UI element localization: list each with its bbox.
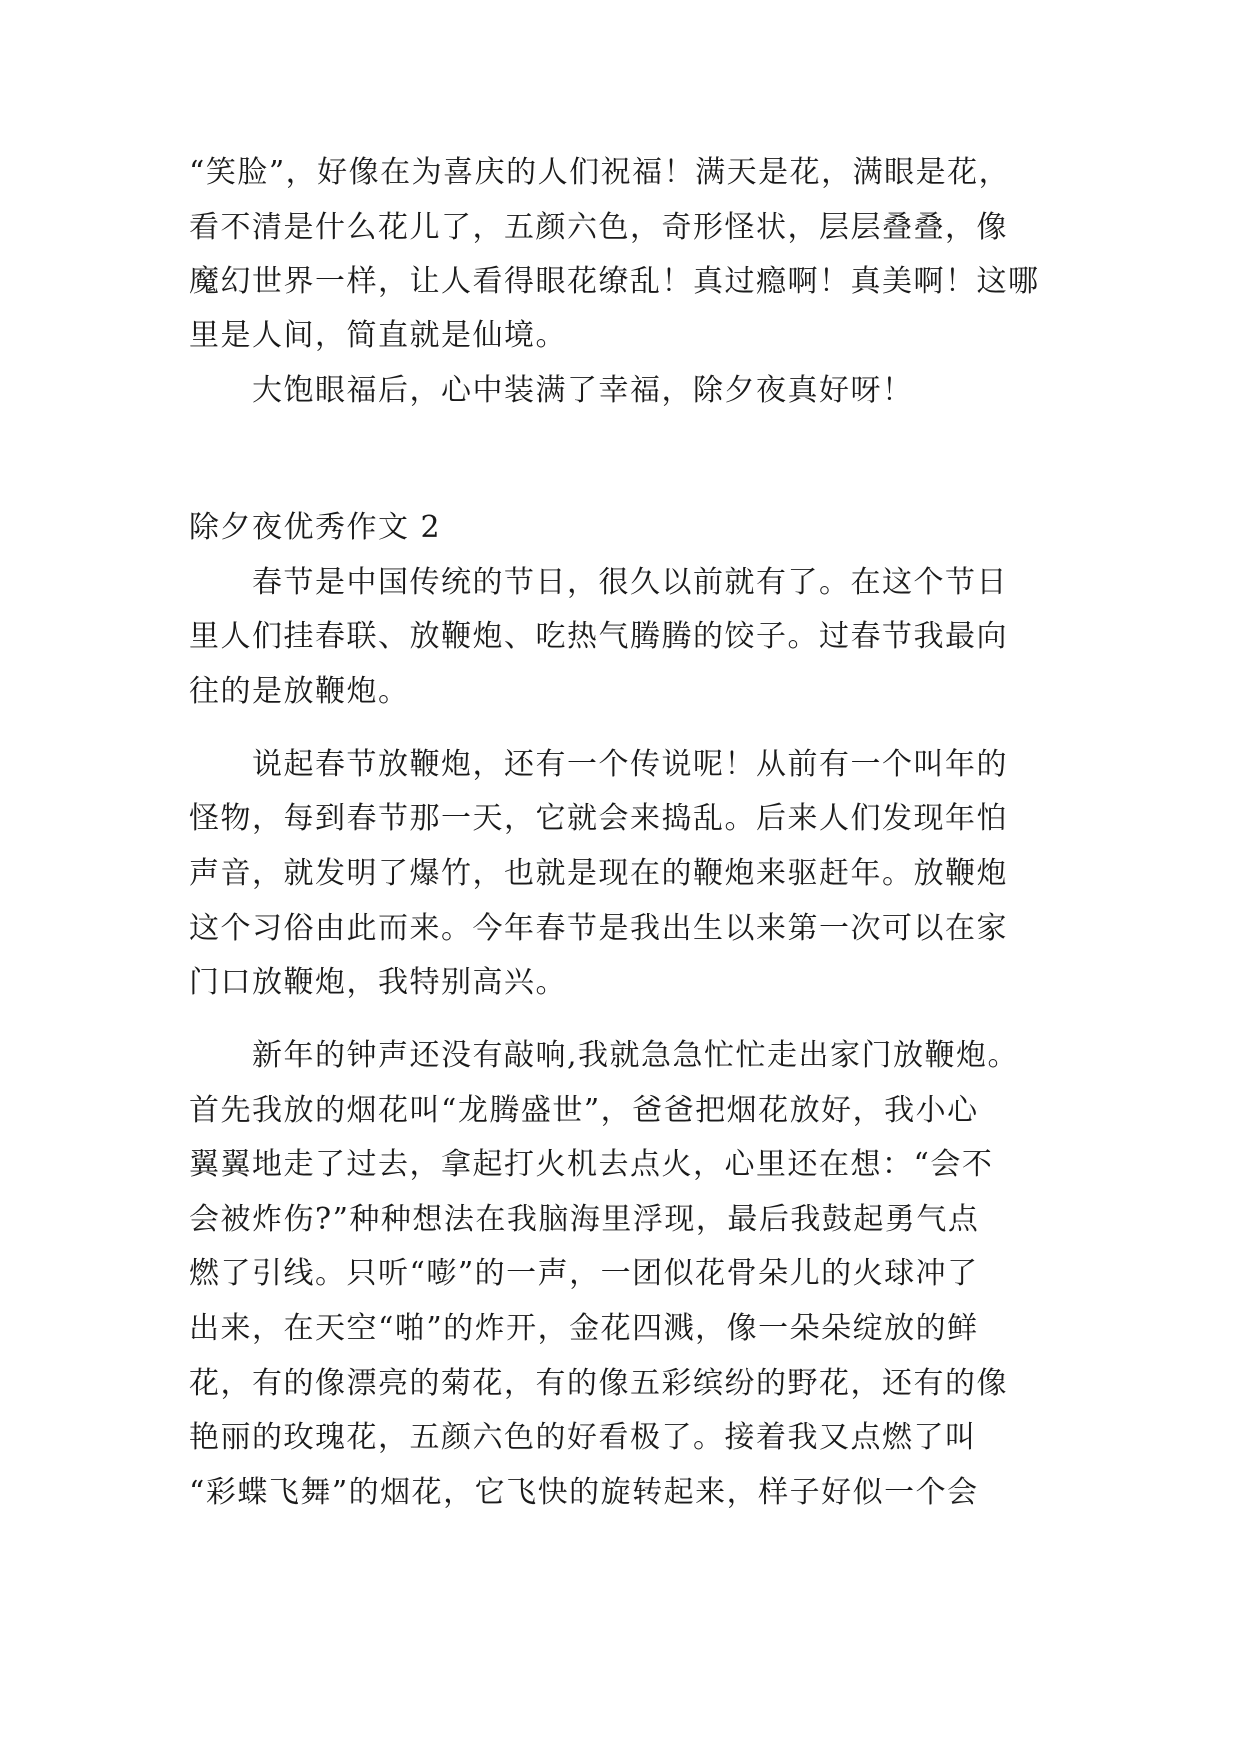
paragraph-line: 燃了引线。只听“嘭”的一声，一团似花骨朵儿的火球冲了 (189, 1256, 979, 1291)
paragraph-line: 这个习俗由此而来。今年春节是我出生以来第一次可以在家 (189, 911, 1008, 946)
paragraph-line: 花，有的像漂亮的菊花，有的像五彩缤纷的野花，还有的像 (189, 1366, 1008, 1401)
paragraph-line: 怪物，每到春节那一天，它就会来捣乱。后来人们发现年怕 (189, 801, 1008, 836)
paragraph-line: 往的是放鞭炮。 (189, 674, 410, 709)
paragraph-line: 门口放鞭炮，我特别高兴。 (189, 965, 567, 1000)
paragraph-line: “笑脸”，好像在为喜庆的人们祝福！满天是花，满眼是花， (189, 155, 1011, 190)
paragraph-line: 里人们挂春联、放鞭炮、吃热气腾腾的饺子。过春节我最向 (189, 619, 1008, 654)
paragraph-line: 出来，在天空“啪”的炸开，金花四溅，像一朵朵绽放的鲜 (189, 1311, 979, 1346)
paragraph-line: 首先我放的烟花叫“龙腾盛世”，爸爸把烟花放好，我小心 (189, 1093, 979, 1128)
paragraph-line: 新年的钟声还没有敲响,我就急急忙忙走出家门放鞭炮。 (252, 1038, 1020, 1073)
paragraph-line: 看不清是什么花儿了，五颜六色，奇形怪状，层层叠叠，像 (189, 210, 1008, 245)
section-heading: 除夕夜优秀作文 2 (189, 510, 442, 545)
paragraph-line: 艳丽的玫瑰花，五颜六色的好看极了。接着我又点燃了叫 (189, 1420, 977, 1455)
paragraph-line: 里是人间，简直就是仙境。 (189, 318, 567, 353)
paragraph-line: 春节是中国传统的节日，很久以前就有了。在这个节日 (252, 565, 1008, 600)
paragraph-line: 翼翼地走了过去，拿起打火机去点火，心里还在想：“会不 (189, 1147, 994, 1182)
paragraph-line: 说起春节放鞭炮，还有一个传说呢！从前有一个叫年的 (252, 747, 1008, 782)
paragraph-line: 声音，就发明了爆竹，也就是现在的鞭炮来驱赶年。放鞭炮 (189, 856, 1008, 891)
paragraph-line: 魔幻世界一样，让人看得眼花缭乱！真过瘾啊！真美啊！这哪 (189, 264, 1040, 299)
paragraph-line: 大饱眼福后，心中装满了幸福，除夕夜真好呀！ (252, 373, 914, 408)
paragraph-line: 会被炸伤?”种种想法在我脑海里浮现，最后我鼓起勇气点 (189, 1202, 980, 1237)
paragraph-line: “彩蝶飞舞”的烟花，它飞快的旋转起来，样子好似一个会 (189, 1475, 979, 1510)
